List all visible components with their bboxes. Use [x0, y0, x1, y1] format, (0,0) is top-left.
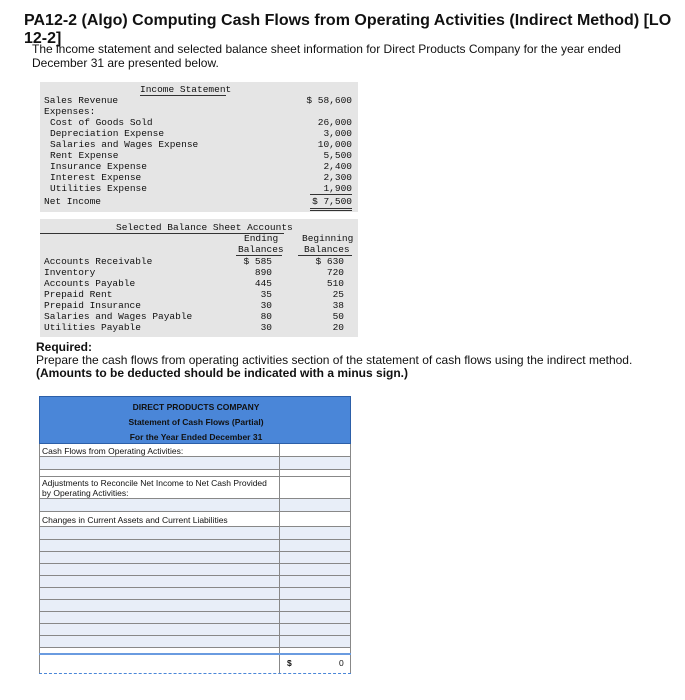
ending-header: Balances [238, 244, 284, 255]
beginning-header: Beginning [302, 233, 354, 244]
ending-value: 30 [260, 300, 272, 311]
account-label: Accounts Receivable [44, 256, 153, 267]
section-changes-label: Changes in Current Assets and Current Liabilities [42, 515, 228, 525]
beginning-value: 38 [332, 300, 344, 311]
input-row[interactable] [40, 457, 279, 469]
expense-label: Cost of Goods Sold [50, 117, 153, 128]
beginning-header: Balances [304, 244, 350, 255]
total-value: 0 [339, 658, 344, 668]
amount-input[interactable] [280, 457, 350, 469]
ending-header: Ending [244, 233, 279, 244]
account-label: Utilities Payable [44, 322, 141, 333]
section-operating-label: Cash Flows from Operating Activities: [42, 446, 184, 456]
account-label: Prepaid Insurance [44, 300, 141, 311]
page-title: PA12-2 (Algo) Computing Cash Flows from Operating Activities (Indirect Method) [LO 12-2] [24, 12, 672, 47]
expense-value: 10,000 [317, 139, 352, 150]
expense-label: Rent Expense [50, 150, 119, 161]
ending-value: 445 [254, 278, 272, 289]
balance-sheet-accounts [40, 219, 358, 337]
beginning-value: 50 [332, 311, 344, 322]
input-row[interactable] [40, 499, 279, 511]
net-income-label: Net Income [44, 196, 102, 207]
income-statement [40, 82, 358, 212]
statement-period: For the Year Ended December 31 [129, 432, 263, 442]
account-label: Inventory [44, 267, 96, 278]
expense-value: 1,900 [323, 183, 352, 194]
ending-value: 35 [260, 289, 272, 300]
expenses-label: Expenses: [44, 106, 96, 117]
net-income-value: $ 7,500 [312, 196, 352, 207]
expense-value: 5,500 [323, 150, 352, 161]
section-adjustments-label: Adjustments to Reconcile Net Income to Net Cash Provided by Operating Activities: [42, 478, 267, 498]
total-dollar-sign: $ [287, 658, 292, 668]
expense-value: 2,400 [323, 161, 352, 172]
income-statement-heading: Income Statement [140, 84, 232, 95]
expense-label: Insurance Expense [50, 161, 147, 172]
company-name: DIRECT PRODUCTS COMPANY [132, 402, 260, 412]
expense-value: 26,000 [317, 117, 352, 128]
expense-label: Utilities Expense [50, 183, 147, 194]
beginning-value: 25 [332, 289, 344, 300]
expense-value: 3,000 [323, 128, 352, 139]
sales-value: $ 58,600 [306, 95, 352, 106]
account-label: Accounts Payable [44, 278, 136, 289]
expense-label: Interest Expense [50, 172, 142, 183]
account-label: Prepaid Rent [44, 289, 113, 300]
ending-value: 30 [260, 322, 272, 333]
account-label: Salaries and Wages Payable [44, 311, 193, 322]
beginning-value: 720 [326, 267, 344, 278]
beginning-value: 510 [326, 278, 344, 289]
beginning-value: $ 630 [315, 256, 344, 267]
expense-label: Salaries and Wages Expense [50, 139, 199, 150]
intro-text: The income statement and selected balance sheet information for Direct Products Company for the year ended December 31 are presented below. [32, 42, 621, 70]
ending-value: 80 [260, 311, 272, 322]
ending-value: 890 [254, 267, 272, 278]
statement-header [39, 396, 351, 444]
expense-value: 2,300 [323, 172, 352, 183]
expense-label: Depreciation Expense [50, 128, 165, 139]
required-note: (Amounts to be deducted should be indicated with a minus sign.) [36, 366, 409, 380]
ending-value: $ 585 [243, 256, 272, 267]
sales-label: Sales Revenue [44, 95, 119, 106]
required-text: Prepare the cash flows from operating activities section of the statement of cash flows using the indirect method. [36, 353, 633, 367]
statement-name: Statement of Cash Flows (Partial) [128, 417, 264, 427]
balance-sheet-heading: Selected Balance Sheet Accounts [116, 222, 293, 233]
required-heading: Required: [36, 340, 93, 354]
required-section [36, 341, 676, 380]
beginning-value: 20 [332, 322, 344, 333]
amount-input[interactable] [280, 499, 350, 511]
cash-flow-statement [39, 396, 351, 674]
